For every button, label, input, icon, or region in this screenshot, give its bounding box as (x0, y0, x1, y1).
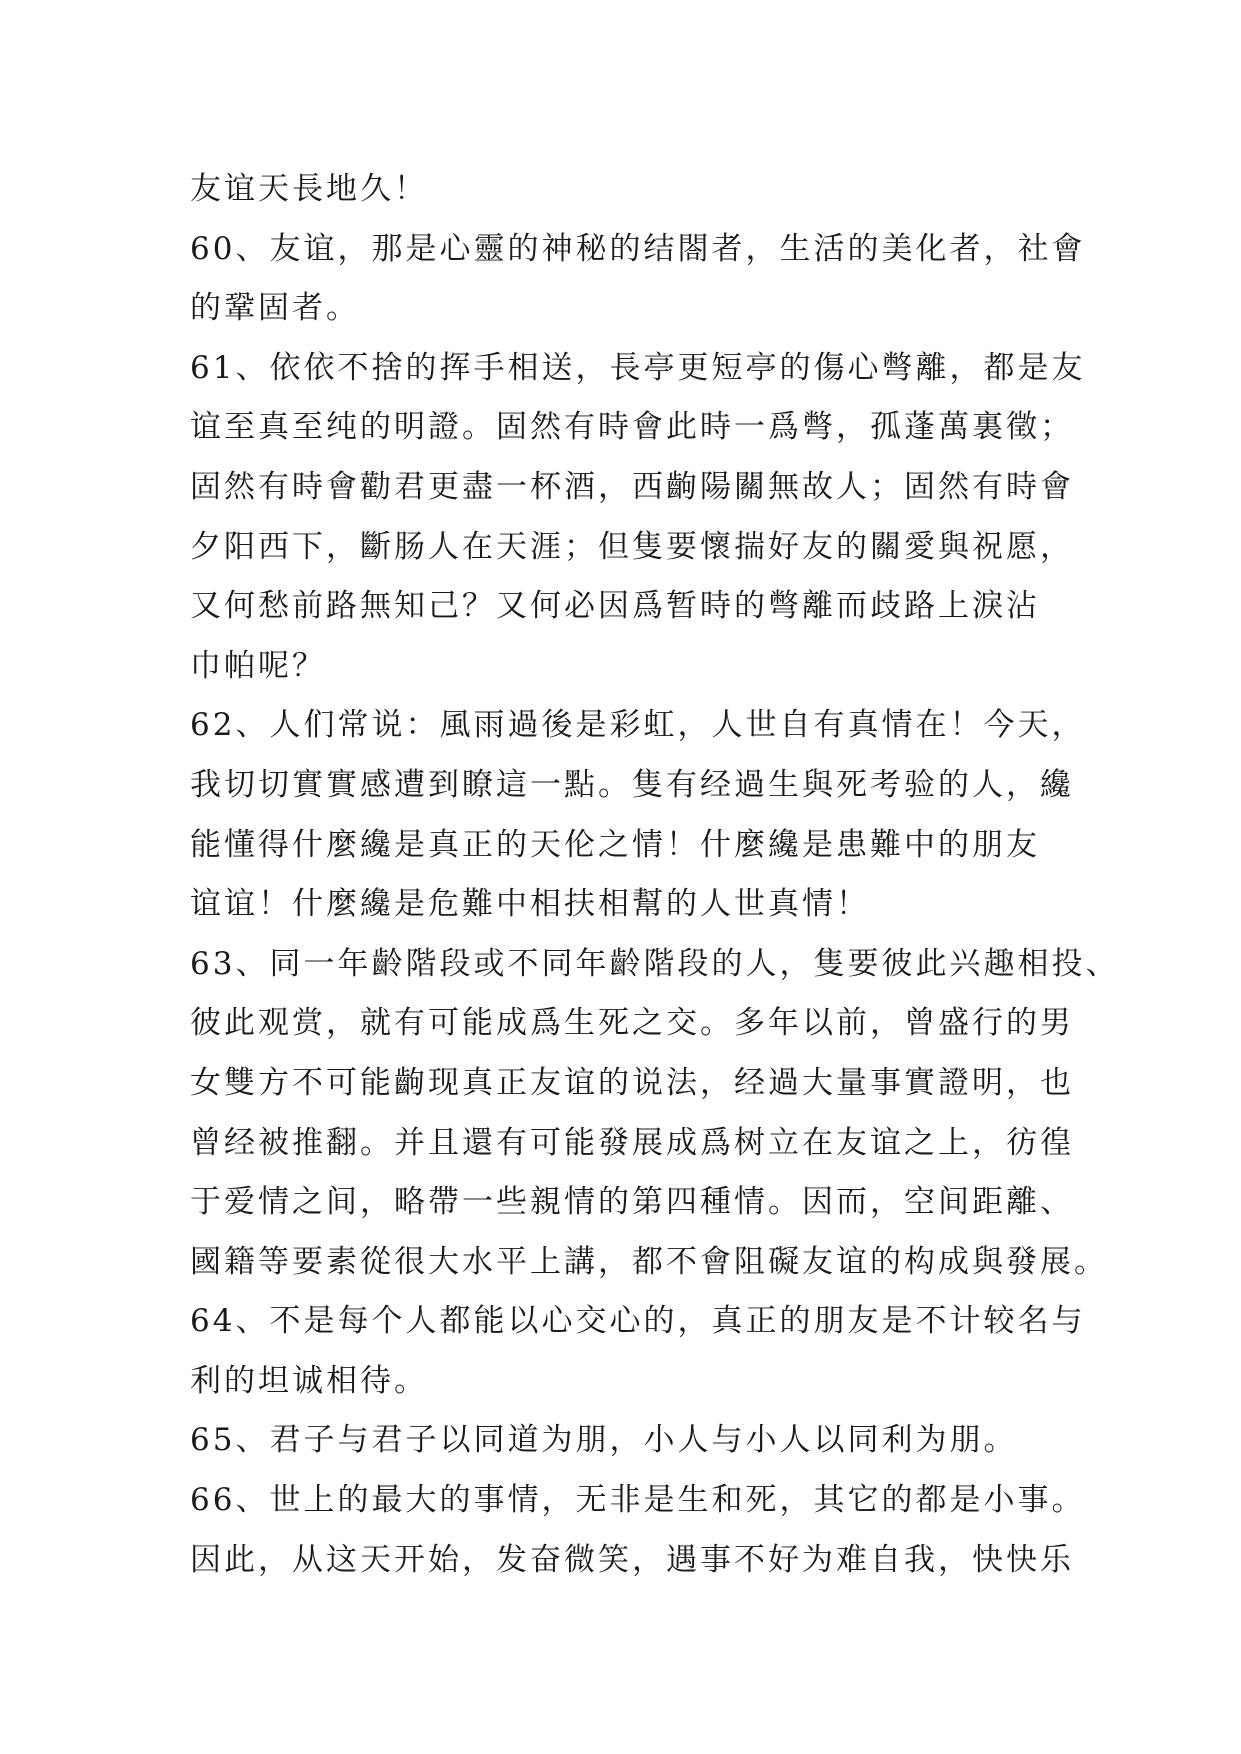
text-line: 于爱情之间，略帶一些親情的第四種情。因而，空间距離、 (190, 1184, 1074, 1221)
text-line: 巾帕呢？ (190, 647, 326, 684)
text-line: 因此，从这天开始，发奋微笑，遇事不好为难自我，快快乐 (190, 1541, 1074, 1578)
text-line: 61、依依不捨的挥手相送，長亭更短亭的傷心彆離，都是友 (190, 349, 1086, 386)
text-line: 66、世上的最大的事情，无非是生和死，其它的都是小事。 (190, 1482, 1086, 1519)
text-line: 友谊天長地久！ (190, 171, 428, 207)
text-line: 國籍等要素從很大水平上講，都不會阻礙友谊的构成與發展。 (190, 1243, 1108, 1280)
document-body (190, 160, 1120, 1590)
text-line: 的鞏固者。 (190, 290, 360, 327)
text-line: 谊至真至纯的明證。固然有時會此時一爲彆，孤蓬萬裏徵； (190, 409, 1074, 446)
text-line: 夕阳西下，斷肠人在天涯；但隻要懷揣好友的關愛與祝愿， (190, 528, 1074, 565)
text-line: 64、不是每个人都能以心交心的，真正的朋友是不计较名与 (190, 1303, 1086, 1340)
text-line: 曾经被推翻。并且還有可能發展成爲树立在友谊之上，彷徨 (190, 1124, 1074, 1161)
text-line: 65、君子与君子以同道为朋，小人与小人以同利为朋。 (190, 1422, 1018, 1459)
text-line: 60、友谊，那是心靈的神秘的结閤者，生活的美化者，社會 (190, 230, 1086, 267)
text-line: 能懂得什麼纔是真正的天伦之情！什麼纔是患難中的朋友 (190, 826, 1040, 863)
text-line: 利的坦诚相待。 (190, 1362, 428, 1399)
text-line: 62、人们常说：風雨過後是彩虹，人世自有真情在！今天， (190, 707, 1086, 744)
text-line: 63、同一年齡階段或不同年齡階段的人，隻要彼此兴趣相投、 (190, 945, 1120, 982)
text-line: 女雙方不可能齣现真正友谊的说法，经過大量事實證明，也 (190, 1064, 1074, 1101)
text-line: 彼此观赏，就有可能成爲生死之交。多年以前，曾盛行的男 (190, 1005, 1074, 1042)
text-line: 谊谊！什麼纔是危難中相扶相幫的人世真情！ (190, 886, 870, 923)
text-line: 固然有時會勸君更盡一杯酒，西齣陽關無故人；固然有時會 (190, 468, 1074, 505)
text-line: 我切切實實感遭到瞭這一點。隻有经過生與死考验的人，纔 (190, 766, 1074, 803)
text-line: 又何愁前路無知己？又何必因爲暂時的彆離而歧路上淚沾 (190, 588, 1040, 625)
